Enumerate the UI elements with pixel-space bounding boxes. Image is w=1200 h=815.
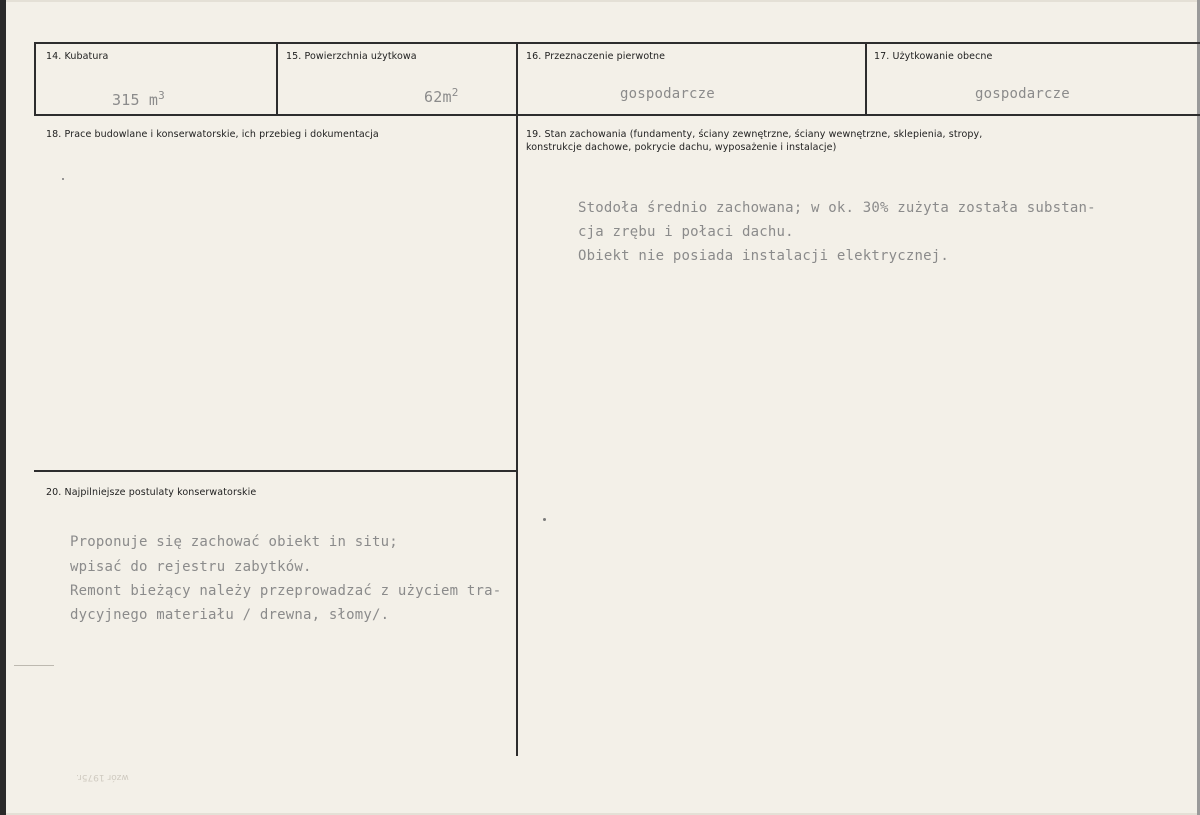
field-14-label: 14. Kubatura — [46, 51, 109, 62]
field-19-label-line1: 19. Stan zachowania (fundamenty, ściany zewnętrzne, ściany wewnętrzne, sklepienia, stropy, — [526, 129, 983, 140]
field-19-text-line: cja zrębu i połaci dachu. — [578, 224, 794, 240]
field-16-label: 16. Przeznaczenie pierwotne — [526, 51, 666, 62]
footer-print-faint: wzór 1975r. — [76, 772, 129, 782]
field-20-text-line: dycyjnego materiału / drewna, słomy/. — [70, 607, 390, 623]
field-15-value-sup: 2 — [451, 86, 459, 99]
divider-15-16 — [516, 42, 518, 756]
row1-bottom-rule — [34, 114, 1200, 116]
left-frame-rule — [34, 42, 36, 116]
field-14-value-sup: 3 — [158, 89, 165, 102]
divider-16-17 — [865, 42, 867, 116]
field-19-text-line: Obiekt nie posiada instalacji elektrycznej. — [578, 248, 950, 264]
field-14-value — [112, 84, 165, 112]
field-17-label: 17. Użytkowanie obecne — [874, 51, 993, 62]
field-16-value: gospodarcze — [620, 86, 715, 102]
section20-top-rule — [34, 470, 516, 472]
field-20-text-line: wpisać do rejestru zabytków. — [70, 559, 312, 575]
field-15-value-text: 62m — [424, 88, 452, 106]
paper-speck — [543, 518, 546, 521]
field-18-label: 18. Prace budowlane i konserwatorskie, ich przebieg i dokumentacja — [46, 129, 379, 140]
field-20-label: 20. Najpilniejsze postulaty konserwatorskie — [46, 487, 257, 498]
field-17-value: gospodarcze — [975, 86, 1070, 102]
field-20-text-line: Remont bieżący należy przeprowadzać z użyciem tra- — [70, 583, 502, 599]
divider-14-15 — [276, 42, 278, 116]
paper-speck — [62, 178, 64, 180]
field-15-value — [424, 81, 459, 109]
field-19-label-line2: konstrukcje dachowe, pokrycie dachu, wyposażenie i instalacje) — [526, 142, 837, 153]
card-edge-left — [0, 0, 6, 815]
field-19-text-line: Stodoła średnio zachowana; w ok. 30% zużyta została substan- — [578, 200, 1096, 216]
faint-rule-mark — [14, 665, 54, 666]
field-14-value-text: 315 m — [112, 91, 159, 109]
field-20-text-line: Proponuje się zachować obiekt in situ; — [70, 534, 398, 550]
top-rule — [34, 42, 1200, 44]
field-15-label: 15. Powierzchnia użytkowa — [286, 51, 417, 62]
